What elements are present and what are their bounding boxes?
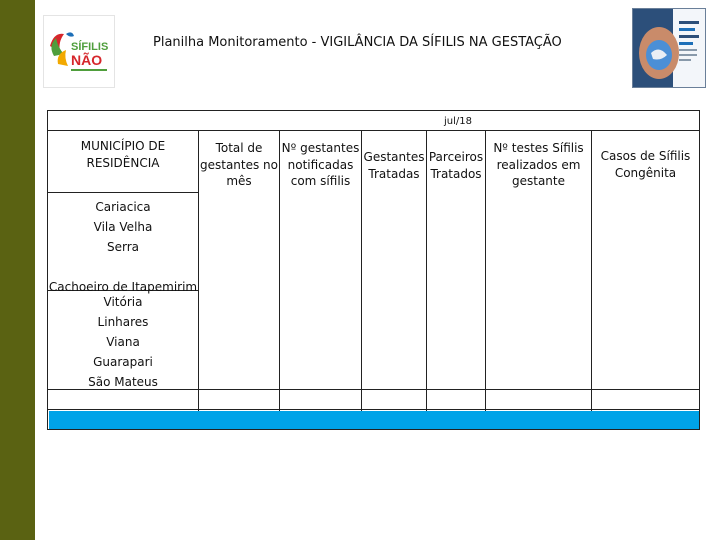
row-serra: Serra	[106, 240, 139, 254]
row-divider	[48, 192, 198, 193]
header-parceiros-tratados: Parceiros Tratados	[428, 150, 484, 181]
header-municipio: MUNICÍPIO DE RESIDÊNCIA	[80, 139, 166, 170]
page-title: Planilha Monitoramento - VIGILÂNCIA DA SÍFILIS NA GESTAÇÃO	[153, 35, 562, 50]
row-cariacica: Cariacica	[95, 200, 151, 214]
period-label: jul/18	[444, 116, 472, 127]
header-sifilis-congenita: Casos de Sífilis Congênita	[600, 149, 691, 180]
header-testes-sifilis: Nº testes Sífilis realizados em gestante	[493, 141, 584, 188]
row-guarapari: Guarapari	[93, 355, 153, 369]
left-accent-bar	[0, 0, 35, 540]
header-divider	[48, 130, 699, 131]
row-cachoeiro: Cachoeiro de Itapemirim	[48, 280, 198, 294]
svg-text:SÍFILIS: SÍFILIS	[71, 41, 109, 53]
total-row	[49, 411, 699, 429]
header-gestantes-tratadas: Gestantes Tratadas	[363, 150, 425, 181]
row-vitoria: Vitória	[103, 295, 143, 309]
row-divider	[48, 409, 699, 410]
header-gestantes-notificadas: Nº gestantes notificadas com sífilis	[281, 141, 360, 188]
header-total-gestantes: Total de gestantes no mês	[199, 141, 279, 188]
monitoring-table	[47, 110, 700, 430]
svg-text:NÃO: NÃO	[71, 52, 103, 68]
row-sao-mateus: São Mateus	[88, 375, 158, 389]
campaign-poster-image	[632, 8, 706, 88]
row-vila-velha: Vila Velha	[93, 220, 153, 234]
row-viana: Viana	[106, 335, 140, 349]
row-linhares: Linhares	[97, 315, 149, 329]
sifilis-nao-logo	[43, 15, 115, 88]
